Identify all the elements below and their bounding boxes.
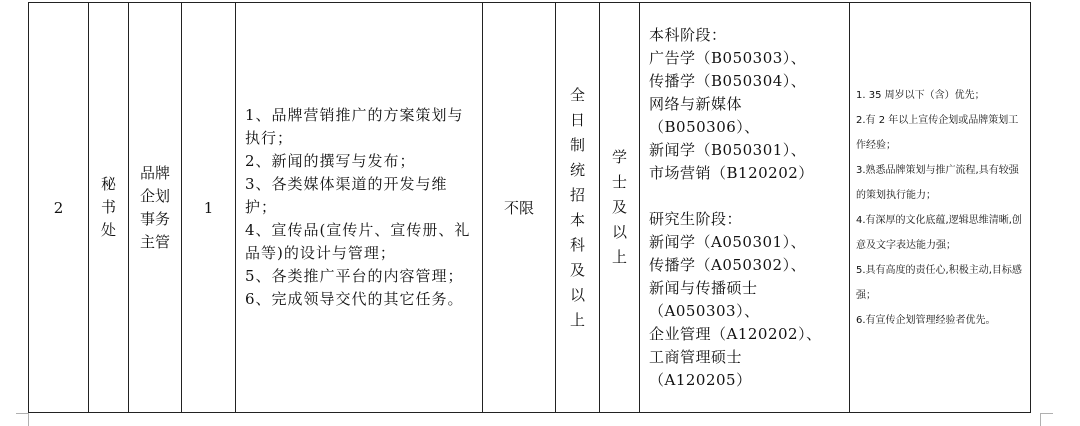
duty-item: 3、各类媒体渠道的开发与维护； [245,175,448,216]
duties-list [236,104,482,311]
major-item: （B050306）、 [649,117,760,136]
grad-stage-title: 研究生阶段： [649,209,743,228]
row-number: 2 [53,198,64,217]
table-row [29,3,1031,413]
majors-block [640,24,849,392]
position-title: 品牌企划事务主管 [140,163,171,251]
major-item: 新闻与传播硕士 [649,278,758,297]
department-name: 秘书处 [101,175,117,239]
degree-requirement: 学士及以上 [612,148,628,266]
headcount-cell [182,3,236,413]
major-item: 新闻学（B050301）、 [649,140,807,159]
requirement-item: 1. 35 周岁以下（含）优先； [856,89,985,101]
education-cell [556,3,600,413]
requirement-item: 2.有 2 年以上宣传企划或品牌策划工作经验； [856,114,1019,151]
duty-item: 1、品牌营销推广的方案策划与执行； [245,106,464,147]
education-requirement: 全日制统招本科及以上 [570,85,586,329]
position-cell [129,3,182,413]
recruitment-table [28,2,1031,413]
major-item: 广告学（B050303）、 [649,48,807,67]
major-item: 传播学（A050302）、 [649,255,807,274]
major-item: （A050303）、 [649,301,760,320]
page-corner-mark-left [16,413,29,426]
requirement-item: 6.有宣传企划管理经验者优先。 [856,314,996,326]
major-item: 企业管理（A120202）、 [649,324,822,343]
duty-item: 4、宣传品(宣传片、宣传册、礼品等)的设计与管理； [245,221,471,262]
duty-item: 6、完成领导交代的其它任务。 [245,290,464,308]
requirement-item: 4.有深厚的文化底蕴,逻辑思维清晰,创意及文字表达能力强； [856,214,1022,251]
major-item: 工商管理硕士 [649,347,743,366]
duty-item: 2、新闻的撰写与发布； [245,152,416,170]
page-corner-mark-right [1040,413,1053,426]
department-cell [89,3,129,413]
requirements-cell [850,3,1031,413]
headcount-value: 1 [203,198,214,217]
majors-cell [640,3,850,413]
major-item: 新闻学（A050301）、 [649,232,807,251]
duty-item: 5、各类推广平台的内容管理； [245,267,464,285]
undergrad-stage-title: 本科阶段： [649,25,727,44]
requirement-item: 5.具有高度的责任心,积极主动,目标感强； [856,264,1022,301]
major-item: 传播学（B050304）、 [649,71,807,90]
stage-spacer [649,185,849,208]
degree-cell [600,3,640,413]
major-item: （A120205） [649,370,752,389]
age-cell [483,3,556,413]
requirement-item: 3.熟悉品牌策划与推广流程,具有较强的策划执行能力； [856,164,1019,201]
duties-cell [236,3,483,413]
age-requirement: 不限 [503,198,534,217]
requirements-list [850,83,1030,333]
major-item: 网络与新媒体 [649,94,743,113]
row-number-cell [29,3,89,413]
major-item: 市场营销（B120202） [649,163,814,182]
